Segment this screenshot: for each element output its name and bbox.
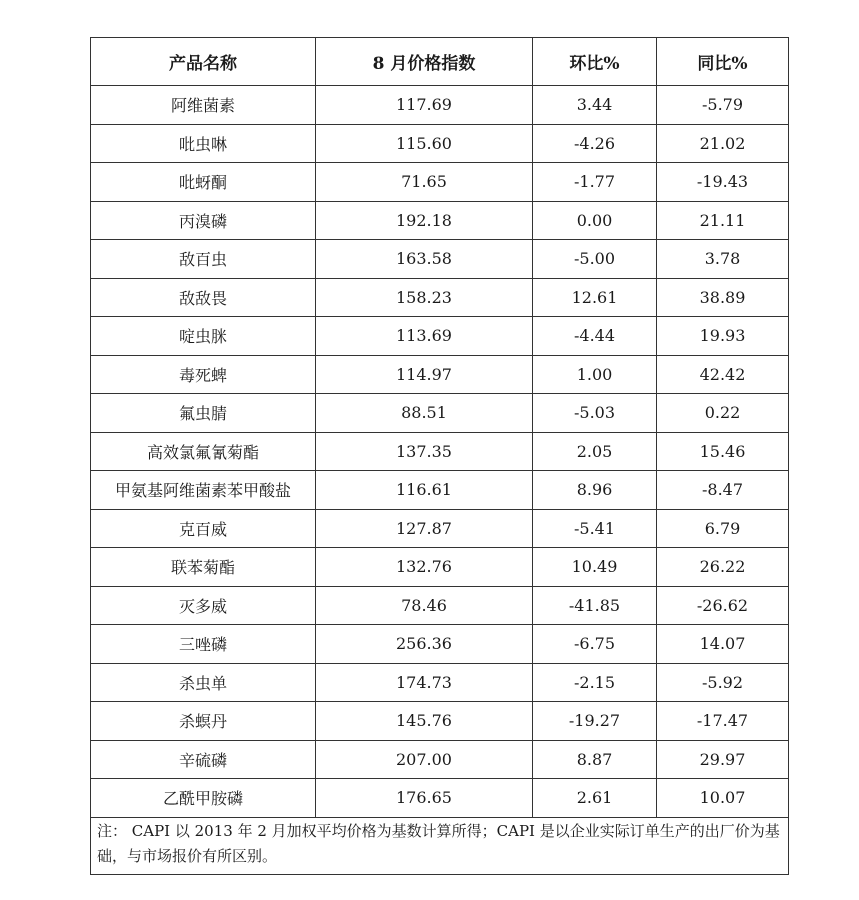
- cell-month-on-month: 10.49: [533, 548, 657, 587]
- cell-august-index: 207.00: [316, 740, 533, 779]
- table-row: [91, 625, 789, 664]
- table-row: [91, 779, 789, 818]
- cell-year-on-year: -5.79: [657, 86, 789, 125]
- cell-month-on-month: 2.05: [533, 432, 657, 471]
- table-row: [91, 240, 789, 279]
- cell-august-index: 137.35: [316, 432, 533, 471]
- table-row: [91, 86, 789, 125]
- cell-year-on-year: 14.07: [657, 625, 789, 664]
- cell-year-on-year: 42.42: [657, 355, 789, 394]
- cell-year-on-year: 21.11: [657, 201, 789, 240]
- table-row: [91, 124, 789, 163]
- cell-product-name: 啶虫脒: [91, 317, 316, 356]
- header-august-index: 8 月价格指数: [316, 38, 533, 86]
- cell-month-on-month: -1.77: [533, 163, 657, 202]
- table-row: [91, 394, 789, 433]
- table-row: [91, 355, 789, 394]
- cell-product-name: 高效氯氟氰菊酯: [91, 432, 316, 471]
- cell-year-on-year: 19.93: [657, 317, 789, 356]
- cell-product-name: 敌百虫: [91, 240, 316, 279]
- table-row: [91, 471, 789, 510]
- cell-august-index: 174.73: [316, 663, 533, 702]
- cell-august-index: 114.97: [316, 355, 533, 394]
- cell-month-on-month: -5.03: [533, 394, 657, 433]
- cell-month-on-month: -4.26: [533, 124, 657, 163]
- cell-product-name: 克百威: [91, 509, 316, 548]
- cell-product-name: 杀螟丹: [91, 702, 316, 741]
- cell-product-name: 毒死蜱: [91, 355, 316, 394]
- cell-product-name: 甲氨基阿维菌素苯甲酸盐: [91, 471, 316, 510]
- cell-year-on-year: -8.47: [657, 471, 789, 510]
- table-row: [91, 509, 789, 548]
- cell-product-name: 辛硫磷: [91, 740, 316, 779]
- cell-august-index: 88.51: [316, 394, 533, 433]
- cell-year-on-year: 0.22: [657, 394, 789, 433]
- cell-month-on-month: 1.00: [533, 355, 657, 394]
- cell-year-on-year: -17.47: [657, 702, 789, 741]
- table-row: [91, 548, 789, 587]
- cell-august-index: 132.76: [316, 548, 533, 587]
- cell-product-name: 丙溴磷: [91, 201, 316, 240]
- cell-august-index: 163.58: [316, 240, 533, 279]
- cell-year-on-year: 38.89: [657, 278, 789, 317]
- cell-product-name: 阿维菌素: [91, 86, 316, 125]
- cell-year-on-year: 10.07: [657, 779, 789, 818]
- table-row: [91, 702, 789, 741]
- note-row: [91, 817, 789, 874]
- cell-august-index: 115.60: [316, 124, 533, 163]
- cell-august-index: 116.61: [316, 471, 533, 510]
- cell-august-index: 113.69: [316, 317, 533, 356]
- cell-august-index: 158.23: [316, 278, 533, 317]
- table-note: 注： CAPI 以 2013 年 2 月加权平均价格为基数计算所得；CAPI 是以企业实际订单生产的出厂价为基础，与市场报价有所区别。: [91, 817, 789, 874]
- cell-august-index: 192.18: [316, 201, 533, 240]
- cell-month-on-month: 12.61: [533, 278, 657, 317]
- cell-year-on-year: 21.02: [657, 124, 789, 163]
- cell-month-on-month: -6.75: [533, 625, 657, 664]
- cell-year-on-year: 3.78: [657, 240, 789, 279]
- cell-month-on-month: -5.41: [533, 509, 657, 548]
- table-row: [91, 163, 789, 202]
- cell-year-on-year: 15.46: [657, 432, 789, 471]
- header-product-name: 产品名称: [91, 38, 316, 86]
- cell-august-index: 176.65: [316, 779, 533, 818]
- cell-product-name: 敌敌畏: [91, 278, 316, 317]
- cell-august-index: 127.87: [316, 509, 533, 548]
- cell-month-on-month: -2.15: [533, 663, 657, 702]
- cell-year-on-year: -26.62: [657, 586, 789, 625]
- cell-year-on-year: -5.92: [657, 663, 789, 702]
- cell-product-name: 灭多威: [91, 586, 316, 625]
- cell-product-name: 吡虫啉: [91, 124, 316, 163]
- table-row: [91, 317, 789, 356]
- cell-product-name: 吡蚜酮: [91, 163, 316, 202]
- cell-product-name: 杀虫单: [91, 663, 316, 702]
- cell-year-on-year: 29.97: [657, 740, 789, 779]
- table-row: [91, 663, 789, 702]
- table-row: [91, 740, 789, 779]
- cell-month-on-month: -41.85: [533, 586, 657, 625]
- cell-month-on-month: 2.61: [533, 779, 657, 818]
- table-row: [91, 201, 789, 240]
- cell-year-on-year: -19.43: [657, 163, 789, 202]
- table-row: [91, 432, 789, 471]
- cell-product-name: 乙酰甲胺磷: [91, 779, 316, 818]
- cell-august-index: 145.76: [316, 702, 533, 741]
- table-body: [91, 86, 789, 818]
- cell-august-index: 78.46: [316, 586, 533, 625]
- cell-product-name: 三唑磷: [91, 625, 316, 664]
- cell-product-name: 氟虫腈: [91, 394, 316, 433]
- table-header-row: [91, 38, 789, 86]
- price-index-table: [90, 37, 789, 875]
- cell-month-on-month: 8.87: [533, 740, 657, 779]
- header-year-on-year: 同比%: [657, 38, 789, 86]
- cell-august-index: 117.69: [316, 86, 533, 125]
- cell-month-on-month: 8.96: [533, 471, 657, 510]
- header-month-on-month: 环比%: [533, 38, 657, 86]
- cell-august-index: 71.65: [316, 163, 533, 202]
- price-index-document: [90, 37, 788, 875]
- cell-month-on-month: -19.27: [533, 702, 657, 741]
- cell-month-on-month: 3.44: [533, 86, 657, 125]
- table-row: [91, 586, 789, 625]
- cell-month-on-month: 0.00: [533, 201, 657, 240]
- cell-year-on-year: 26.22: [657, 548, 789, 587]
- cell-product-name: 联苯菊酯: [91, 548, 316, 587]
- cell-month-on-month: -5.00: [533, 240, 657, 279]
- table-row: [91, 278, 789, 317]
- cell-year-on-year: 6.79: [657, 509, 789, 548]
- cell-august-index: 256.36: [316, 625, 533, 664]
- cell-month-on-month: -4.44: [533, 317, 657, 356]
